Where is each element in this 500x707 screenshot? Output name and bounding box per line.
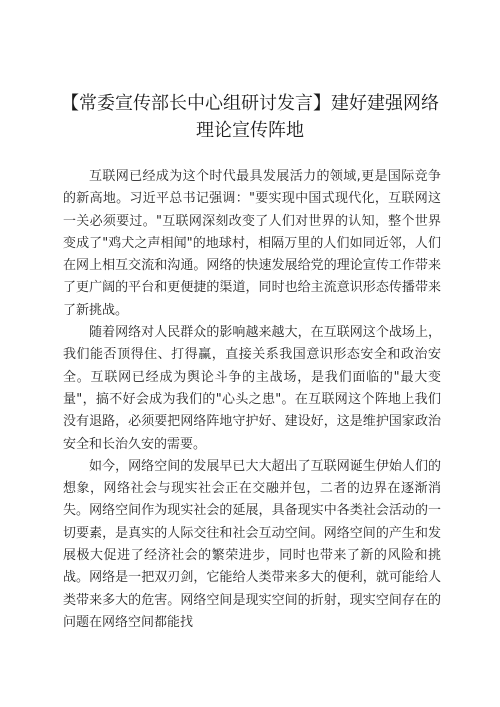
paragraph-2: 随着网络对人民群众的影响越来越大，在互联网这个战场上，我们能否顶得住、打得赢，直接关系我国意识形态安全和政治安全。互联网已经成为舆论斗争的主战场，是我们面临的"最大变量"，搞不好会成为我们的"心头之患"。在互联网这个阵地上我们没有退路，必须要把网络阵地守护好、建设好，这是维护国家政治安全和长治久安的需要。: [63, 325, 441, 452]
paragraph-3: 如今，网络空间的发展早已大大超出了互联网诞生伊始人们的想象，网络社会与现实社会正在交融并包，二者的边界在逐渐消失。网络空间作为现实社会的延展，具备现实中各类社会活动的一切要素，是真实的人际交往和社会互动空间。网络空间的产生和发展极大促进了经济社会的繁荣进步，同时也带来了新的风险和挑战。网络是一把双刃剑，它能给人类带来多大的便利，就可能给人类带来多大的危害。网络空间是现实空间的折射，现实空间存在的问题在网络空间都能找: [63, 458, 441, 630]
paragraph-1: 互联网已经成为这个时代最具发展活力的领域,更是国际竞争的新高地。习近平总书记强调："要实现中国式现代化，互联网这一关必须要过。"互联网深刻改变了人们对世界的认知，整个世界变成了"鸡犬之声相闻"的地球村，相隔万里的人们如同近邻，人们在网上相互交流和沟通。网络的快速发展给党的理论宣传工作带来了更广阔的平台和更便捷的渠道，同时也给主流意识形态传播带来了新挑战。: [63, 169, 441, 318]
document-title: 【常委宣传部长中心组研讨发言】建好建强网络理论宣传阵地: [61, 93, 439, 141]
document-body: [63, 166, 441, 634]
